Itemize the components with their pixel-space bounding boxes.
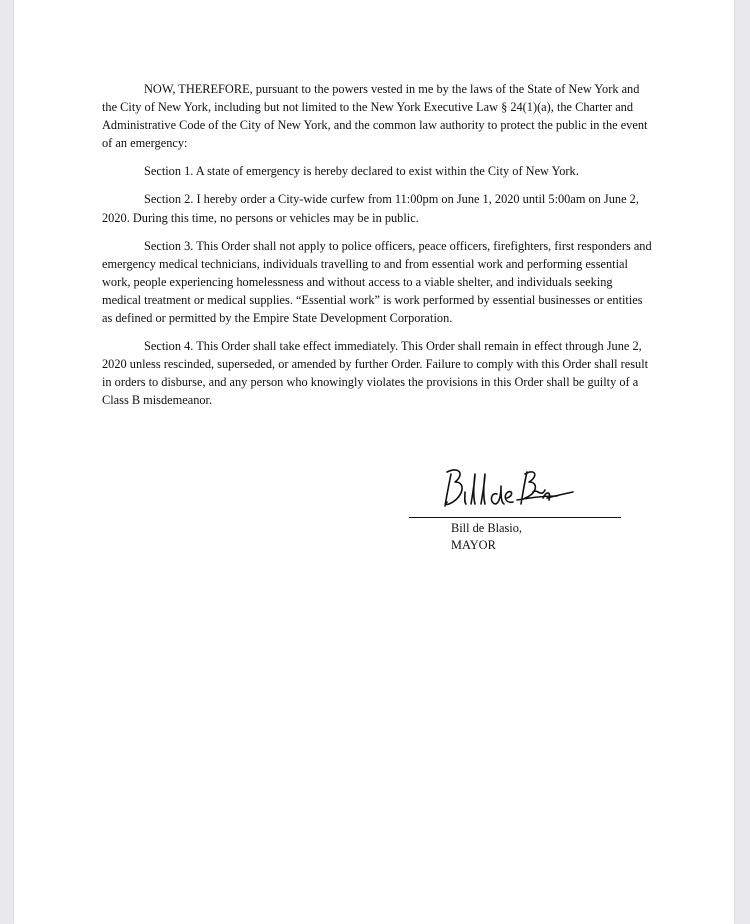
signer-name: Bill de Blasio, <box>451 521 522 535</box>
section-3-paragraph: Section 3. This Order shall not apply to police officers, peace officers, firefighters, first responders and emergency medical technicians, individuals travelling to and from essential work and performing essential work, people experiencing homelessness and without access to a viable shelter, and individuals seeking medical treatment or medical supplies. “Essential work” is work performed by essential businesses or entities as defined or permitted by the Empire State Development Corporation. <box>102 238 652 326</box>
document-page <box>14 0 734 924</box>
document-body <box>102 80 654 420</box>
signer-title: MAYOR <box>451 538 496 552</box>
section-4-paragraph: Section 4. This Order shall take effect immediately. This Order shall remain in effect through June 2, 2020 unless rescinded, superseded, or amended by further Order. Failure to comply with this Order shall result in orders to disburse, and any person who knowingly violates the provisions in this Order shall be guilty of a Class B misdemeanor. <box>102 339 649 408</box>
preamble-paragraph: NOW, THEREFORE, pursuant to the powers vested in me by the laws of the State of New York and the City of New York, including but not limited to the New York Executive Law § 24(1)(a), the Charter and Administrative Code of the City of New York, and the common law authority to protect the public in the event of an emergency: <box>102 82 648 151</box>
handwritten-signature <box>437 462 577 514</box>
signature-line <box>409 517 621 518</box>
section-2-paragraph: Section 2. I hereby order a City-wide curfew from 11:00pm on June 1, 2020 until 5:00am on June 2, 2020. During this time, no persons or vehicles may be in public. <box>102 192 639 225</box>
section-1-paragraph: Section 1. A state of emergency is hereby declared to exist within the City of New York. <box>144 164 579 179</box>
